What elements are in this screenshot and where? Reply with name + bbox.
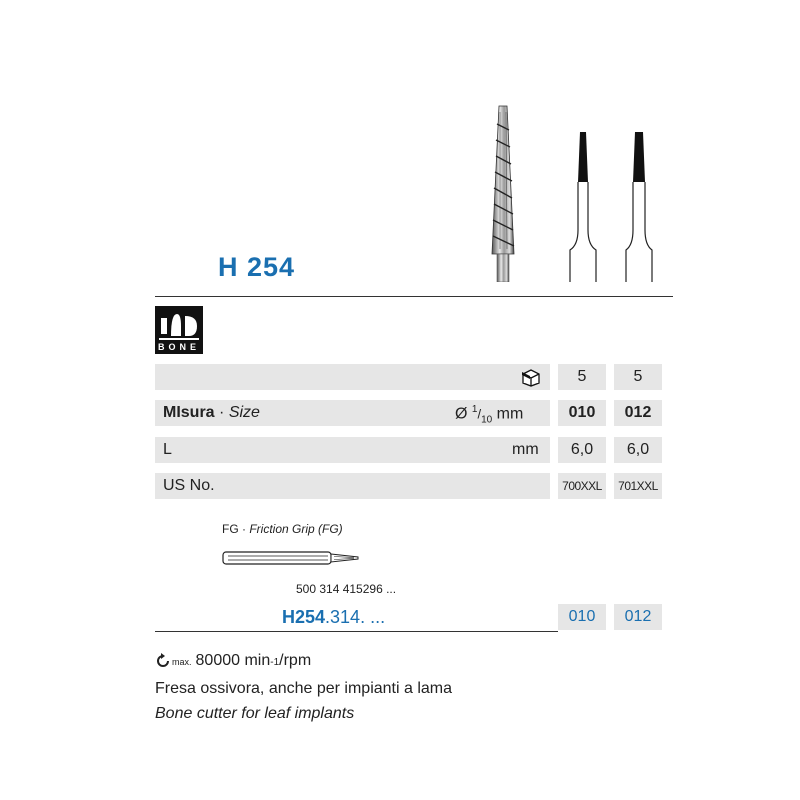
package-box-icon (520, 367, 542, 387)
speed-unit: /rpm (279, 652, 312, 669)
pack-value-012: 5 (614, 364, 662, 390)
size-unit-num: 1 (471, 404, 478, 415)
speed-exponent: -1 (270, 657, 280, 668)
bur-photo (478, 104, 528, 282)
length-label: L (163, 441, 172, 458)
shank-label-prefix: FG · (222, 522, 246, 536)
shank-label-name: Friction Grip (FG) (249, 522, 343, 536)
bur-drawing-010 (566, 130, 600, 282)
size-unit-mm: mm (496, 405, 524, 423)
size-label-it: MIsura (163, 404, 215, 421)
description-italian: Fresa ossivora, anche per impianti a lama (155, 680, 453, 697)
size-value-012: 012 (614, 400, 662, 426)
top-rule (155, 296, 673, 297)
bone-badge-text: BONE (157, 342, 200, 352)
pack-row-band (155, 364, 550, 390)
pack-value-010: 5 (558, 364, 606, 390)
order-code-suffix: .314. ... (325, 607, 386, 627)
speed-max-label: max. (172, 657, 192, 667)
order-value-010: 010 (558, 604, 606, 630)
order-code (282, 607, 385, 628)
us-value-010: 700XXL (558, 473, 606, 499)
size-value-010: 010 (558, 400, 606, 426)
size-separator: · (219, 404, 225, 421)
order-code-base: H254 (282, 607, 326, 627)
us-value-012: 701XXL (614, 473, 662, 499)
size-label-en: Size (228, 404, 260, 421)
shank-label (222, 522, 343, 536)
product-code: H 254 (218, 252, 296, 282)
us-label: US No. (163, 477, 215, 494)
size-unit: Ø $^1/_{10}$ mm (455, 404, 524, 426)
order-value-012: 012 (614, 604, 662, 630)
bone-surgery-badge (155, 306, 203, 354)
length-unit: mm (512, 441, 539, 458)
reference-number: 500 314 415296 ... (296, 582, 397, 596)
length-value-010: 6,0 (558, 437, 606, 463)
description-english: Bone cutter for leaf implants (155, 705, 355, 722)
order-rule (155, 631, 558, 632)
rotation-speed-icon (155, 653, 171, 669)
diameter-symbol: Ø (455, 405, 468, 423)
length-row-band (155, 437, 550, 463)
length-value-012: 6,0 (614, 437, 662, 463)
size-label (163, 404, 260, 422)
speed-value: 80000 min (195, 652, 271, 669)
fg-shank-drawing (220, 548, 362, 568)
size-unit-den: 10 (481, 414, 493, 426)
bur-drawing-012 (622, 130, 656, 282)
speed-info (155, 652, 311, 670)
